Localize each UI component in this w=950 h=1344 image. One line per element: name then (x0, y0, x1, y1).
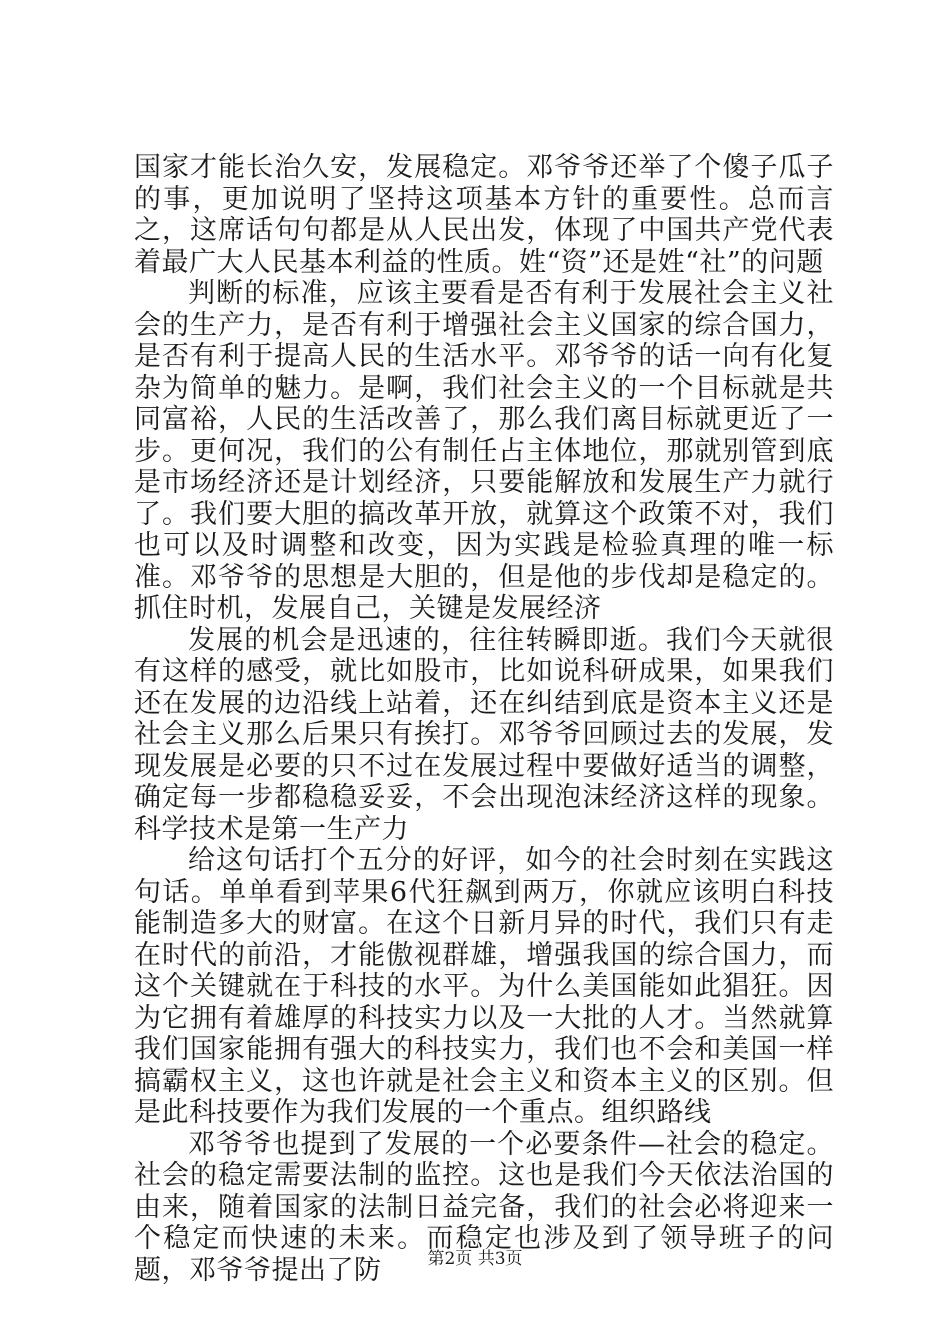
paragraph-1: 国家才能长治久安，发展稳定。邓爷爷还举了个傻子瓜子的事，更加说明了坚持这项基本方针的重要性。总而言之，这席话句句都是从人民出发，体现了中国共产党代表着最广大人民基本利益的性质。姓“资”还是姓“社”的问题 (134, 152, 834, 278)
paragraph-5: 邓爷爷也提到了发展的一个必要条件—社会的稳定。社会的稳定需要法制的监控。这也是我们今天依法治国的由来，随着国家的法制日益完备，我们的社会必将迎来一个稳定而快速的未来。而稳定也涉及到了领导班子的问题，邓爷爷提出了防 (134, 1128, 834, 1286)
page-footer: 第2页 共3页 (427, 1249, 523, 1269)
paragraph-3: 发展的机会是迅速的，往往转瞬即逝。我们今天就很有这样的感受，就比如股市，比如说科研成果，如果我们还在发展的边沿线上站着，还在纠结到底是资本主义还是社会主义那么后果只有挨打。邓爷爷回顾过去的发展，发现发展是必要的只不过在发展过程中要做好适当的调整，确定每一步都稳稳妥妥，不会出现泡沫经济这样的现象。科学技术是第一生产力 (134, 624, 834, 845)
page-body (134, 152, 834, 1286)
paragraph-4: 给这句话打个五分的好评，如今的社会时刻在实践这句话。单单看到苹果6代狂飙到两万，你就应该明白科技能制造多大的财富。在这个日新月异的时代，我们只有走在时代的前沿，才能傲视群雄，增强我国的综合国力，而这个关键就在于科技的水平。为什么美国能如此猖狂。因为它拥有着雄厚的科技实力以及一大批的人才。当然就算我们国家能拥有强大的科技实力，我们也不会和美国一样搞霸权主义，这也许就是社会主义和资本主义的区别。但是此科技要作为我们发展的一个重点。组织路线 (134, 845, 834, 1128)
paragraph-2: 判断的标准，应该主要看是否有利于发展社会主义社会的生产力，是否有利于增强社会主义国家的综合国力，是否有利于提高人民的生活水平。邓爷爷的话一向有化复杂为简单的魅力。是啊，我们社会主义的一个目标就是共同富裕，人民的生活改善了，那么我们离目标就更近了一步。更何况，我们的公有制任占主体地位，那就别管到底是市场经济还是计划经济，只要能解放和发展生产力就行了。我们要大胆的搞改革开放，就算这个政策不对，我们也可以及时调整和改变，因为实践是检验真理的唯一标准。邓爷爷的思想是大胆的，但是他的步伐却是稳定的。抓住时机，发展自己，关键是发展经济 (134, 278, 834, 624)
